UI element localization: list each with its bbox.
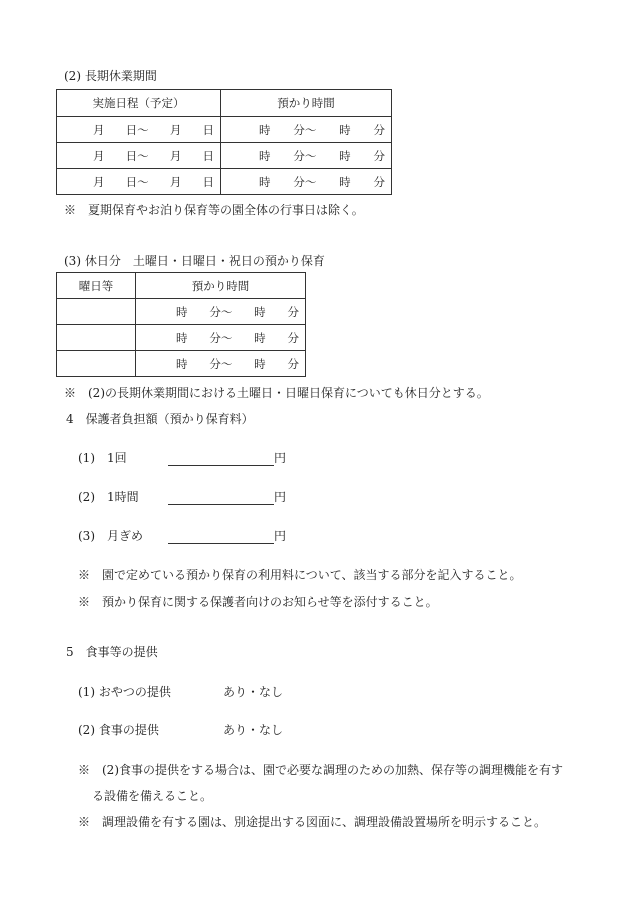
section3-note: ※ (2)の長期休業期間における土曜日・日曜日保育についても休日分とする。 xyxy=(64,386,489,400)
header-hours: 預かり時間 xyxy=(136,273,306,299)
fee-monthly: (3) 月ぎめ 円 xyxy=(78,529,287,543)
table-row: 時 分～ 時 分 xyxy=(57,351,306,377)
section2-heading: (2) 長期休業期間 xyxy=(64,69,157,83)
snack-provision: (1) おやつの提供 あり・なし xyxy=(78,685,284,699)
section2-note: ※ 夏期保育やお泊り保育等の園全体の行事日は除く。 xyxy=(64,203,364,217)
table-row: 時 分～ 時 分 xyxy=(57,299,306,325)
section5-note-1: ※ (2)食事の提供をする場合は、園で必要な調理のための加熱、保存等の調理機能を有す xyxy=(78,763,564,777)
section4-heading: 4 保護者負担額（預かり保育料） xyxy=(66,412,254,426)
section5-note-1-cont: る設備を備えること。 xyxy=(92,789,213,803)
meal-provision: (2) 食事の提供 あり・なし xyxy=(78,723,284,737)
fee-per-hour: (2) 1時間 円 xyxy=(78,490,287,504)
header-day: 曜日等 xyxy=(57,273,136,299)
long-vacation-table xyxy=(56,89,392,195)
table-row: 月 日～ 月 日 時 分～ 時 分 xyxy=(57,169,392,195)
table-row: 月 日～ 月 日 時 分～ 時 分 xyxy=(57,143,392,169)
section4-note-2: ※ 預かり保育に関する保護者向けのお知らせ等を添付すること。 xyxy=(78,595,438,609)
section5-note-2: ※ 調理設備を有する園は、別途提出する図面に、調理設備設置場所を明示すること。 xyxy=(78,815,547,829)
section5-heading: 5 食事等の提供 xyxy=(66,645,158,659)
section4-note-1: ※ 園で定めている預かり保育の利用料について、該当する部分を記入すること。 xyxy=(78,568,522,582)
section3-heading: (3) 休日分 土曜日・日曜日・祝日の預かり保育 xyxy=(64,254,325,268)
header-schedule: 実施日程（予定） xyxy=(57,90,221,117)
table-row: 時 分～ 時 分 xyxy=(57,325,306,351)
fee-per-visit: (1) 1回 円 xyxy=(78,451,287,465)
holiday-table xyxy=(56,272,306,377)
header-hours: 預かり時間 xyxy=(221,90,392,117)
table-row: 月 日～ 月 日 時 分～ 時 分 xyxy=(57,117,392,143)
